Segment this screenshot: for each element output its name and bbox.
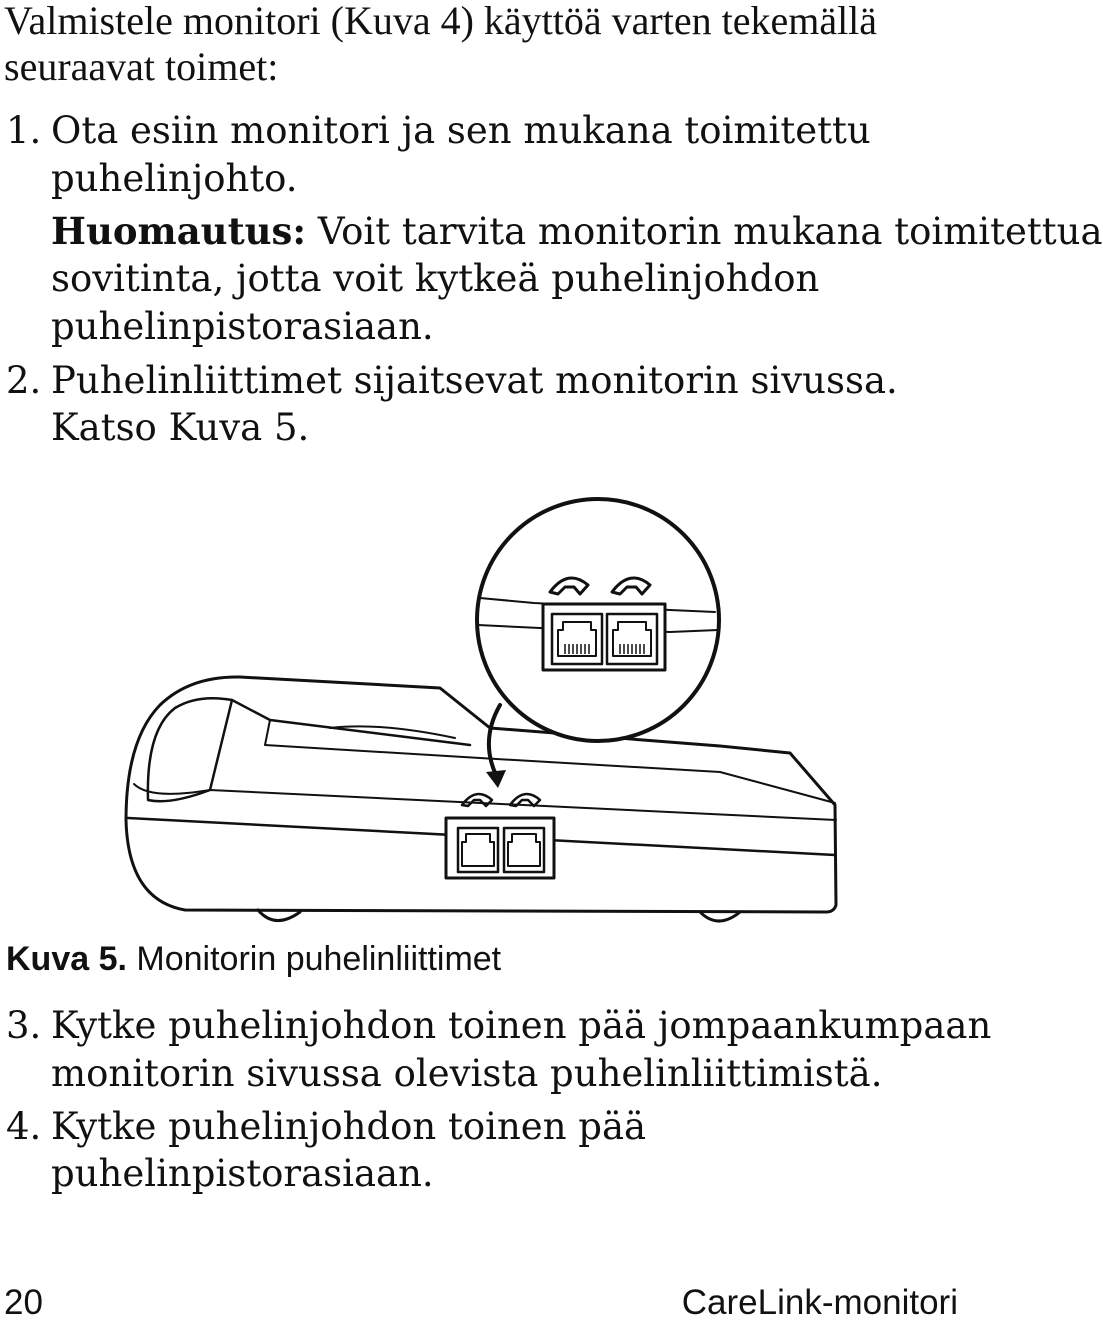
figure-label: Kuva 5. [6, 940, 127, 978]
page-number: 20 [4, 1283, 43, 1322]
step-1-number: 1. [6, 109, 42, 152]
intro-line-2: seuraavat toimet: [4, 44, 279, 89]
figure-title: Monitorin puhelinliittimet [136, 940, 502, 978]
step-2-number: 2. [6, 359, 42, 402]
note-label: Huomautus: [51, 209, 307, 253]
monitor-phone-jacks-illustration [118, 490, 960, 935]
intro-line-1: Valmistele monitori (Kuva 4) käyttöä varten tekemällä [4, 0, 878, 43]
step-4-line-2: puhelinpistorasiaan. [51, 1152, 434, 1195]
figure-caption [6, 938, 501, 980]
step-2-line-1: Puhelinliittimet sijaitsevat monitorin sivussa. [51, 359, 898, 402]
note-text-1: Voit tarvita monitorin mukana toimitettua [317, 210, 1103, 253]
step-2-line-2: Katso Kuva 5. [51, 406, 310, 449]
step-4-line-1: Kytke puhelinjohdon toinen pää [51, 1105, 647, 1148]
step-1-line-2: puhelinjohto. [51, 157, 298, 200]
step-3-number: 3. [6, 1004, 42, 1047]
step-1-line-1: Ota esiin monitori ja sen mukana toimitettu [51, 109, 871, 152]
note-line-2: sovitinta, jotta voit kytkeä puhelinjohdon [51, 257, 820, 300]
footer-product-name: CareLink-monitori [681, 1283, 958, 1322]
step-3-line-1: Kytke puhelinjohdon toinen pää jompaankumpaan [51, 1004, 992, 1047]
note-line-1 [51, 210, 1103, 253]
step-4-number: 4. [6, 1105, 42, 1148]
step-3-line-2: monitorin sivussa olevista puhelinliittimistä. [51, 1052, 883, 1095]
note-line-3: puhelinpistorasiaan. [51, 305, 434, 348]
